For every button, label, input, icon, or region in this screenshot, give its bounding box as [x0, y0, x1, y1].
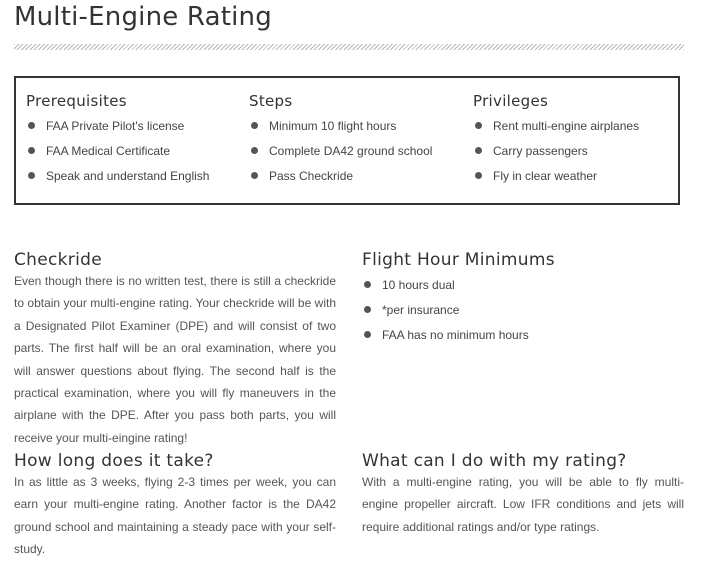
- list-item: [26, 167, 241, 192]
- checkride-section: [14, 250, 336, 449]
- bullet-icon: [251, 172, 258, 179]
- how-long-text: In as little as 3 weeks, flying 2-3 times per week, you can earn your multi-engine rating. Another factor is the DA42 ground school and maintaining a steady pace with your self-study.: [14, 475, 336, 557]
- list-item: [362, 276, 684, 301]
- steps-heading: Steps: [249, 92, 293, 110]
- privileges-list: [473, 117, 673, 192]
- prerequisites-heading: Prerequisites: [26, 92, 127, 110]
- bullet-icon: [251, 122, 258, 129]
- flight-hours-heading: Flight Hour Minimums: [362, 250, 555, 270]
- list-item: [473, 167, 673, 192]
- list-item: [26, 142, 241, 167]
- list-item: [362, 326, 684, 351]
- bullet-icon: [28, 147, 35, 154]
- privileges-heading: Privileges: [473, 92, 549, 110]
- page-title: Multi-Engine Rating: [14, 2, 272, 32]
- bullet-icon: [364, 331, 371, 338]
- what-can-i-do-heading: What can I do with my rating?: [362, 451, 627, 471]
- list-item-label: Fly in clear weather: [493, 169, 598, 183]
- list-item-label: *per insurance: [382, 303, 460, 317]
- bullet-icon: [475, 172, 482, 179]
- bullet-icon: [364, 281, 371, 288]
- bullet-icon: [475, 122, 482, 129]
- list-item: [26, 117, 241, 142]
- list-item-label: FAA Private Pilot's license: [46, 119, 185, 133]
- list-item-label: FAA Medical Certificate: [46, 144, 171, 158]
- bullet-icon: [475, 147, 482, 154]
- list-item: [249, 142, 469, 167]
- prerequisites-column: [26, 92, 241, 192]
- list-item-label: Complete DA42 ground school: [269, 144, 433, 158]
- flight-hours-list: [362, 276, 684, 351]
- list-item-label: Speak and understand English: [46, 169, 210, 183]
- how-long-heading: How long does it take?: [14, 451, 214, 471]
- bullet-icon: [28, 172, 35, 179]
- prerequisites-list: [26, 117, 241, 192]
- title-divider: [14, 44, 684, 50]
- list-item: [249, 167, 469, 192]
- list-item-label: FAA has no minimum hours: [382, 328, 529, 342]
- flight-hours-section: [362, 250, 684, 351]
- list-item-label: Carry passengers: [493, 144, 588, 158]
- steps-column: [249, 92, 469, 192]
- list-item: [249, 117, 469, 142]
- bullet-icon: [28, 122, 35, 129]
- list-item-label: Rent multi-engine airplanes: [493, 119, 640, 133]
- what-can-i-do-section: [362, 451, 684, 538]
- list-item: [473, 142, 673, 167]
- checkride-text: Even though there is no written test, there is still a checkride to obtain your multi-engine rating. Your checkride will be with a Designated Pilot Examiner (DPE) and will consist of two parts. The first half will be an oral examination, where you will answer questions about flying. The second half is the practical examination, where you will fly maneuvers in the airplane with the DPE. After you pass both parts, you will receive your multi-eingine rating!: [14, 274, 336, 445]
- checkride-heading: Checkride: [14, 250, 102, 270]
- rating-summary-box: [14, 76, 680, 205]
- privileges-column: [473, 92, 673, 192]
- how-long-section: [14, 451, 336, 561]
- list-item-label: 10 hours dual: [382, 278, 455, 292]
- list-item: [473, 117, 673, 142]
- list-item-label: Minimum 10 flight hours: [269, 119, 397, 133]
- list-item-label: Pass Checkride: [269, 169, 354, 183]
- bullet-icon: [251, 147, 258, 154]
- what-can-i-do-text: With a multi-engine rating, you will be able to fly multi-engine propeller aircraft. Low IFR conditions and jets will require additional ratings and/or type ratings.: [362, 475, 684, 534]
- bullet-icon: [364, 306, 371, 313]
- steps-list: [249, 117, 469, 192]
- list-item: [362, 301, 684, 326]
